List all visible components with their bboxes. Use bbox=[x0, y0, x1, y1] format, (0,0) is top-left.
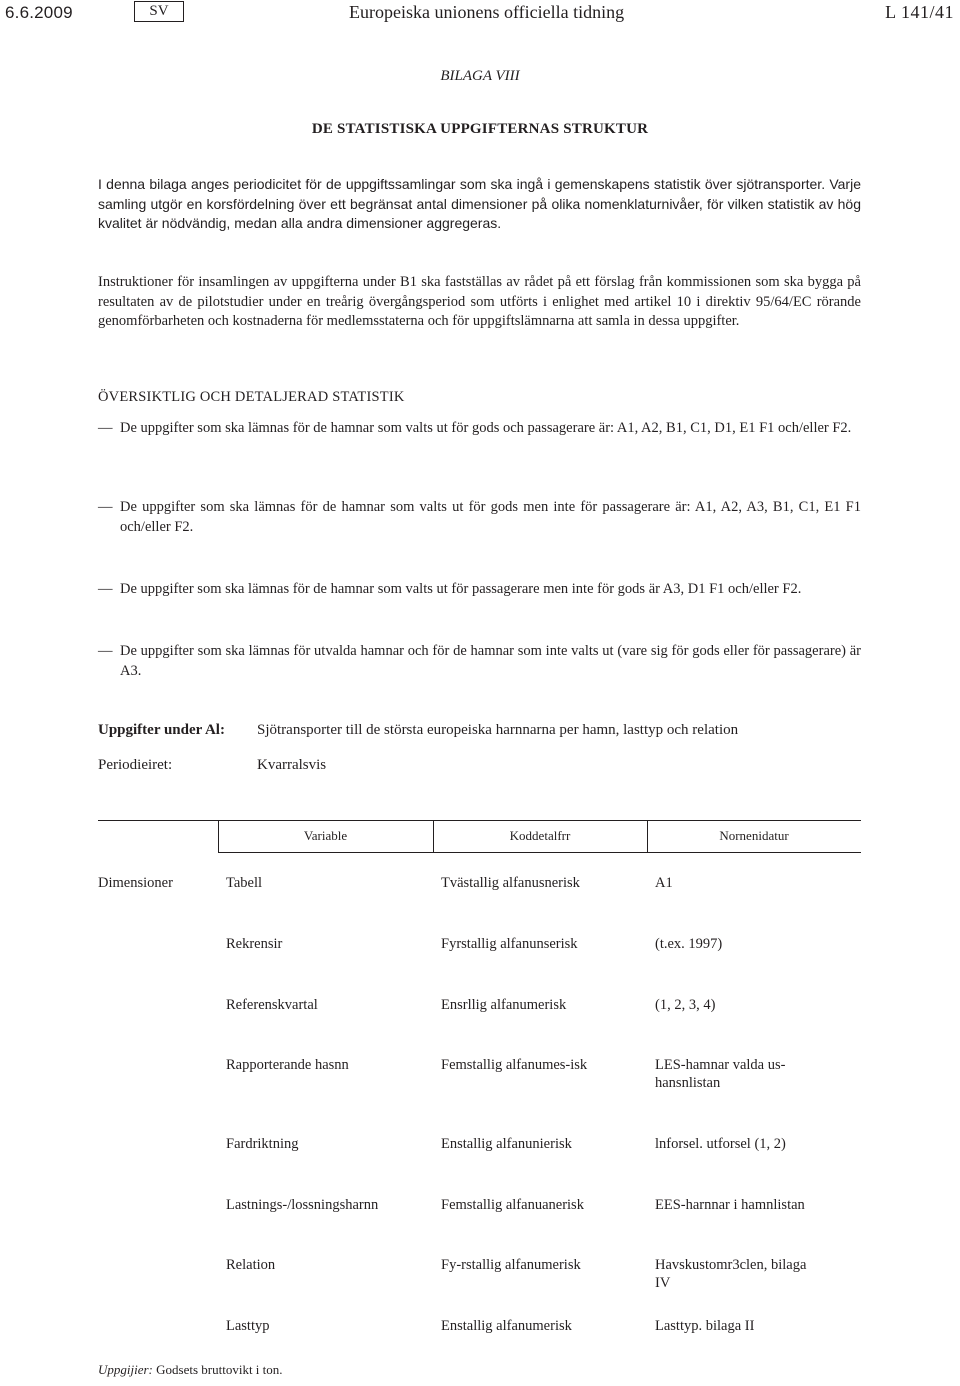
table-cell-variable: Referenskvartal bbox=[226, 997, 318, 1013]
section-heading: ÖVERSIKTLIG OCH DETALJERAD STATISTIK bbox=[98, 389, 405, 405]
list-item-text: De uppgifter som ska lämnas för de hamnar som valts ut för gods men inte för passagerare är: A1, A2, A3, B1, C1, E1 F1 och/eller F2. bbox=[120, 499, 861, 535]
list-item-text: De uppgifter som ska lämnas för utvalda hamnar och för de hamnar som inte valts ut (vare sig för gods eller för passagerare) är A3. bbox=[120, 643, 861, 679]
table-cell-code: Enstallig alfanumerisk bbox=[441, 1318, 572, 1334]
table-cell-code: Femstallig alfanuanerisk bbox=[441, 1197, 584, 1213]
journal-title: Europeiska unionens officiella tidning bbox=[349, 2, 625, 22]
periodicity-value: Kvarralsvis bbox=[257, 757, 327, 773]
table-cell-code: Fyrstallig alfanunserisk bbox=[441, 936, 578, 952]
table-cell-code: Tvästallig alfanusnerisk bbox=[441, 875, 580, 891]
list-item-text: De uppgifter som ska lämnas för de hamnar som valts ut för gods och passagerare är: A1, A2, B1, C1, D1, E1 F1 och/eller F2. bbox=[120, 420, 852, 436]
table-cell-variable: Tabell bbox=[226, 875, 263, 891]
table-top-rule bbox=[98, 820, 861, 821]
list-item bbox=[98, 642, 861, 681]
table-cell-code: Enstallig alfanunierisk bbox=[441, 1136, 572, 1152]
table-footnote bbox=[98, 1362, 283, 1378]
list-item-text: De uppgifter som ska lämnas för de hamnar som valts ut för passagerare men inte för gods är A3, D1 F1 och/eller F2. bbox=[120, 581, 802, 597]
column-header-nomenclature: Nornenidatur bbox=[719, 828, 789, 843]
table-cell-variable: Relation bbox=[226, 1257, 276, 1273]
list-item bbox=[98, 419, 861, 439]
dash-marker: — bbox=[98, 581, 113, 597]
column-header-code: Koddetalfrr bbox=[509, 828, 571, 843]
table-cell-nomenclature: (1, 2, 3, 4) bbox=[655, 997, 716, 1013]
table-cell-code: Fy-rstallig alfanumerisk bbox=[441, 1257, 581, 1273]
page-header bbox=[0, 0, 960, 24]
table-cell-code: Femstallig alfanumes-isk bbox=[441, 1057, 588, 1073]
table-cell-variable: Rekrensir bbox=[226, 936, 283, 952]
dataset-description: Sjötransporter till de största europeiska harnnarna per hamn, lasttyp och relation bbox=[257, 722, 739, 738]
column-header-variable: Variable bbox=[303, 828, 348, 843]
instructions-paragraph: Instruktioner för insamlingen av uppgifterna under B1 ska fastställas av rådet på ett förslag från kommissionen som ska bygga på resultaten av de pilotstudier under en treårig övergångsperiod som utförts i enlighet med artikel 10 i direktiv 95/64/EC rörande genomförbarheten och kostnaderna för medlemsstaterna och för uppgiftslämnarna att samla in dessa uppgifter. bbox=[98, 274, 861, 329]
language-badge: SV bbox=[134, 1, 184, 22]
list-item bbox=[98, 580, 861, 600]
footnote-label: Uppgijier: bbox=[98, 1362, 153, 1377]
table-cell-variable: Rapporterande hasnn bbox=[226, 1057, 349, 1073]
dash-marker: — bbox=[98, 499, 113, 515]
document-title: DE STATISTISKA UPPGIFTERNAS STRUKTUR bbox=[311, 121, 649, 137]
table-cell-code: Ensrllig alfanumerisk bbox=[441, 997, 567, 1013]
table-header-rule bbox=[218, 852, 861, 853]
dash-marker: — bbox=[98, 420, 113, 436]
page-reference: L 141/41 bbox=[885, 2, 954, 22]
table-cell-variable: Fardriktning bbox=[226, 1136, 299, 1152]
table-cell-variable: Lasttyp bbox=[226, 1318, 270, 1334]
table-cell-nomenclature: Lasttyp. bilaga II bbox=[655, 1318, 755, 1334]
list-item bbox=[98, 498, 861, 537]
table-cell-nomenclature: LES-hamnar valda us-hansnlistan bbox=[655, 1057, 786, 1091]
table-cell-nomenclature: EES-harnnar i hamnlistan bbox=[655, 1197, 805, 1213]
periodicity-label: Periodieiret: bbox=[98, 757, 173, 773]
table-cell-nomenclature: A1 bbox=[655, 875, 673, 891]
table-cell-variable: Lastnings-/lossningsharnn bbox=[226, 1197, 379, 1213]
footnote-text: Godsets bruttovikt i ton. bbox=[156, 1362, 283, 1377]
publication-date: 6.6.2009 bbox=[5, 3, 73, 22]
dash-marker: — bbox=[98, 643, 113, 659]
dataset-label: Uppgifter under Al: bbox=[98, 722, 225, 738]
table-cell-nomenclature: (t.ex. 1997) bbox=[655, 936, 723, 952]
annex-label: BILAGA VIII bbox=[440, 68, 520, 84]
table-cell-nomenclature: Havskustomr3clen, bilaga IV bbox=[655, 1257, 807, 1291]
row-group-label: Dimensioner bbox=[98, 875, 173, 891]
table-cell-nomenclature: lnforsel. utforsel (1, 2) bbox=[655, 1136, 786, 1152]
intro-paragraph: I denna bilaga anges periodicitet för de uppgiftssamlingar som ska ingå i gemenskapens statistik över sjötransporter. Varje samling utgör en korsfördelning över ett begränsat antal dimensioner på olika nomenklaturnivåer, för vilken statistik av hög kvalitet är nödvändig, medan alla andra dimensioner aggregeras. bbox=[98, 176, 861, 231]
